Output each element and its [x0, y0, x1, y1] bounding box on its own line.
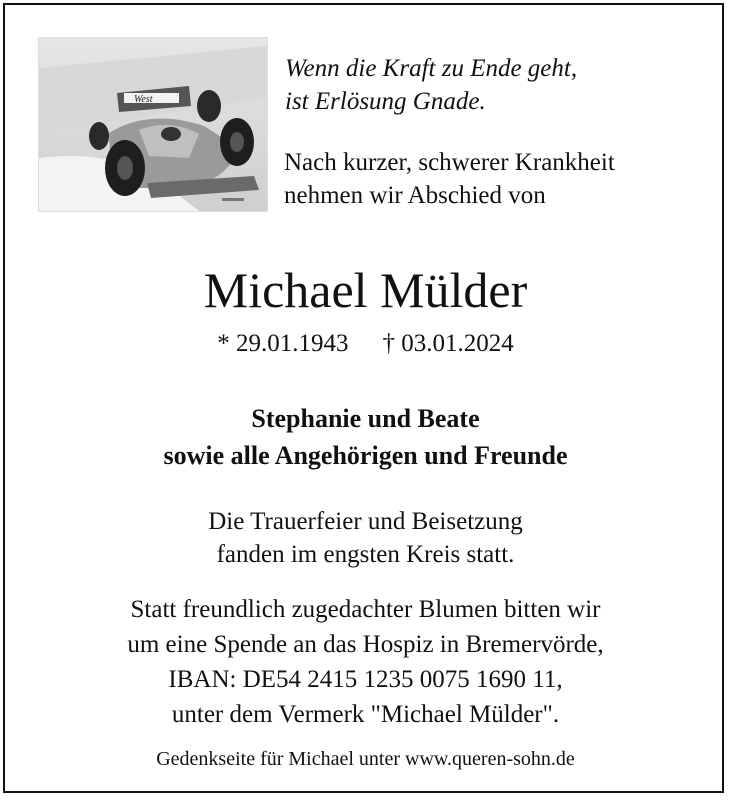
mourners	[0, 400, 731, 474]
donation-line: um eine Spende an das Hospiz in Bremervörde,	[127, 631, 604, 658]
intro-line: nehmen wir Abschied von	[284, 182, 546, 209]
quote-line: Wenn die Kraft zu Ende geht,	[285, 55, 578, 82]
driver-helmet	[161, 127, 181, 141]
intro-text	[284, 146, 615, 212]
rear-left-wheel	[89, 122, 109, 150]
intro-line: Nach kurzer, schwerer Krankheit	[284, 149, 615, 176]
life-dates	[0, 327, 731, 361]
memorial-page-note: Gedenkseite für Michael unter www.queren-sohn.de	[156, 748, 575, 770]
deceased-name: Michael Mülder	[203, 262, 528, 318]
birth-date: * 29.01.1943	[217, 330, 349, 357]
iban-line: IBAN: DE54 2415 1235 0075 1690 11,	[168, 666, 563, 693]
quote	[285, 52, 577, 118]
mourners-line: sowie alle Angehörigen und Freunde	[163, 441, 568, 470]
donation-request	[0, 592, 731, 732]
artist-signature	[222, 198, 244, 201]
wing-logo-text: West	[134, 94, 153, 105]
ceremony-note	[0, 505, 731, 571]
quote-line: ist Erlösung Gnade.	[285, 88, 486, 115]
race-car-illustration	[39, 38, 267, 211]
donation-line: unter dem Vermerk "Michael Mülder".	[171, 701, 560, 728]
left-front-hub	[117, 156, 133, 180]
rear-wheel	[197, 90, 221, 122]
death-date: † 03.01.2024	[382, 330, 514, 357]
right-front-hub	[230, 132, 244, 152]
ceremony-line: Die Trauerfeier und Beisetzung	[208, 508, 523, 535]
mourners-line: Stephanie und Beate	[251, 404, 480, 433]
donation-line: Statt freundlich zugedachter Blumen bitten wir	[130, 596, 601, 623]
race-car-drawing	[38, 37, 268, 212]
ceremony-line: fanden im engsten Kreis statt.	[216, 541, 515, 568]
